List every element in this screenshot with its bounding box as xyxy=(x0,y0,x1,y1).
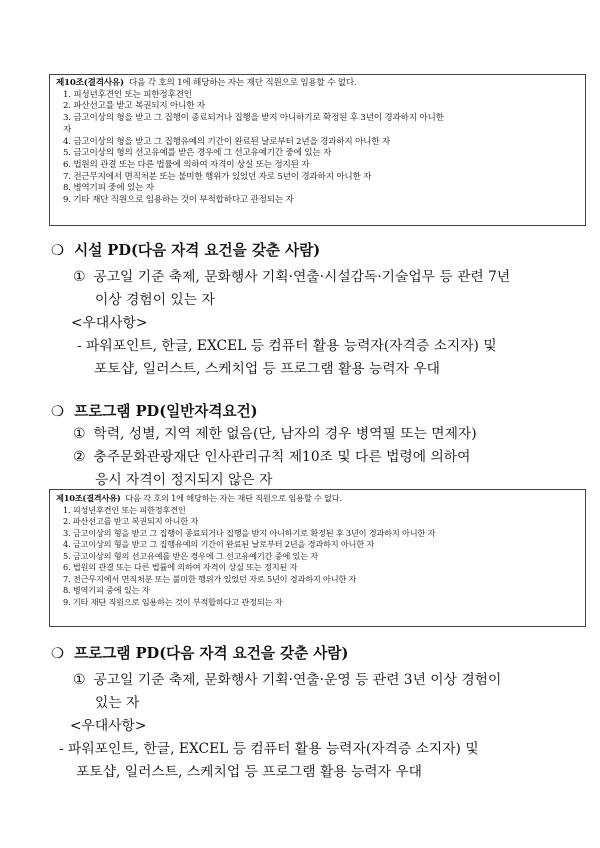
section-facility-pd-heading xyxy=(51,239,320,260)
box-item: 2. 파산선고를 받고 복권되지 아니한 자 xyxy=(63,101,205,112)
preference-line: - 파워포인트, 한글, EXCEL 등 컴퓨터 활용 능력자(자격증 소지자) 및 xyxy=(77,338,497,354)
section-title: 시설 PD(다음 자격 요건을 갖춘 사람) xyxy=(74,242,321,259)
preference-line-cont: 포토샵, 일러스트, 스케치업 등 프로그램 활용 능력자 우대 xyxy=(76,764,423,780)
box-item: 7. 전근무지에서 면직처분 또는 불미한 행위가 있었던 자로 5년이 경과하지 아니한 자 xyxy=(63,573,357,584)
section-program-pd-qualification-heading xyxy=(51,642,348,663)
circle-bullet-icon: ❍ xyxy=(51,645,65,662)
preference-title: <우대사항> xyxy=(71,315,148,331)
number-1-icon: ① xyxy=(73,426,86,442)
requirement-line xyxy=(73,422,477,442)
requirement-line xyxy=(73,445,470,465)
box-item: 2. 파산선고를 받고 복권되지 아니한 자 xyxy=(63,516,199,526)
number-1-icon: ① xyxy=(73,672,86,688)
box-intro: 다음 각 호의 1에 해당하는 자는 재단 직원으로 임용할 수 없다. xyxy=(128,78,357,88)
box-item: 5. 금고이상의 형의 선고유예를 받은 경우에 그 선고유예기간 중에 있는 자 xyxy=(63,550,319,561)
box-item: 8. 병역기피 중에 있는 자 xyxy=(63,183,154,194)
box-header xyxy=(56,78,579,90)
box-header xyxy=(56,493,579,505)
disqualification-box-1 xyxy=(49,74,586,226)
box-item: 3. 금고이상의 형을 받고 그 집행이 종료되거나 집행을 받지 아니하기로 확정된 후 3년이 경과하지 아니한 xyxy=(63,113,444,124)
box-item: 6. 법원의 관결 또는 다른 법률에 의하여 자격이 상실 또는 정지된 자 xyxy=(63,562,298,572)
box-item: 7. 전근무지에서 면직처분 또는 불미한 행위가 있었던 자로 5년이 경과하지 아니한 자 xyxy=(63,171,372,182)
section-title: 프로그램 PD(일반자격요건) xyxy=(74,403,258,420)
box-item: 8. 병역기피 중에 있는 자 xyxy=(63,585,150,595)
section-program-pd-general-heading xyxy=(51,400,258,421)
circle-bullet-icon: ❍ xyxy=(51,403,65,420)
requirement-line xyxy=(73,668,501,688)
number-1-icon: ① xyxy=(73,269,86,285)
box-item: 4. 금고이상의 형을 받고 그 집행유예의 기간이 완료된 날로부터 2년을 경과하지 아니한 자 xyxy=(63,539,375,549)
requirement-text: 충주문화관광재단 인사관리규칙 제10조 및 다른 법령에 의하여 xyxy=(93,449,471,465)
number-2-icon: ② xyxy=(73,449,86,465)
requirement-line-cont: 응시 자격이 정지되지 않은 자 xyxy=(95,472,273,488)
box-item: 1. 피성년후견인 또는 피한정후견인 xyxy=(63,89,192,100)
box-item: 9. 기타 재단 직원으로 임용하는 것이 부적합하다고 관정되는 자 xyxy=(63,195,294,206)
box-item: 1. 피성년후견인 또는 피한정후견인 xyxy=(63,504,186,515)
section-title: 프로그램 PD(다음 자격 요건을 갖춘 사람) xyxy=(74,645,349,662)
requirement-text: 공고일 기준 축제, 문화행사 기획·연출·운영 등 관련 3년 이상 경험이 xyxy=(93,672,502,688)
requirement-line-cont: 이상 경험이 있는 자 xyxy=(95,292,215,308)
box-item: 4. 금고이상의 형을 받고 그 집행유예의 기간이 완료된 날로부터 2년을 경과하지 아니한 자 xyxy=(63,136,391,147)
preference-line: - 파워포인트, 한글, EXCEL 등 컴퓨터 활용 능력자(자격증 소지자) 및 xyxy=(59,741,479,757)
requirement-line xyxy=(73,265,510,285)
box-item: 9. 기타 재단 직원으로 임용하는 것이 부적합하다고 관정되는 자 xyxy=(63,596,283,607)
preference-line-cont: 포토샵, 일러스트, 스케치업 등 프로그램 활용 능력자 우대 xyxy=(94,361,441,377)
box-item: 6. 법원의 관결 또는 다른 법률에 의하여 자격이 상실 또는 정지된 자 xyxy=(63,159,310,170)
requirement-text: 공고일 기준 축제, 문화행사 기획·연출·시설감독·기술업무 등 관련 7년 xyxy=(93,269,511,285)
box-title: 제10조(결격사유) xyxy=(56,78,124,88)
requirement-line-cont: 있는 자 xyxy=(95,695,140,711)
requirement-text: 학력, 성별, 지역 제한 없음(단, 남자의 경우 병역필 또는 면제자) xyxy=(93,426,477,442)
box-title: 제10조(결격사유) xyxy=(56,493,121,503)
box-item: 3. 금고이상의 형을 받고 그 집행이 종료되거나 집행을 받지 아니하기로 확정된 후 3년이 경과하지 아니한 자 xyxy=(63,527,436,538)
preference-title: <우대사항> xyxy=(70,718,147,734)
box-item: 5. 금고이상의 형의 선고유예를 받은 경우에 그 선고유예기간 중에 있는 자 xyxy=(63,148,332,159)
circle-bullet-icon: ❍ xyxy=(51,242,65,259)
box-item: 자 xyxy=(63,124,72,135)
box-intro: 다음 각 호의 1에 해당하는 자는 재단 직원으로 임용할 수 없다. xyxy=(125,493,342,503)
disqualification-box-2 xyxy=(49,489,586,627)
